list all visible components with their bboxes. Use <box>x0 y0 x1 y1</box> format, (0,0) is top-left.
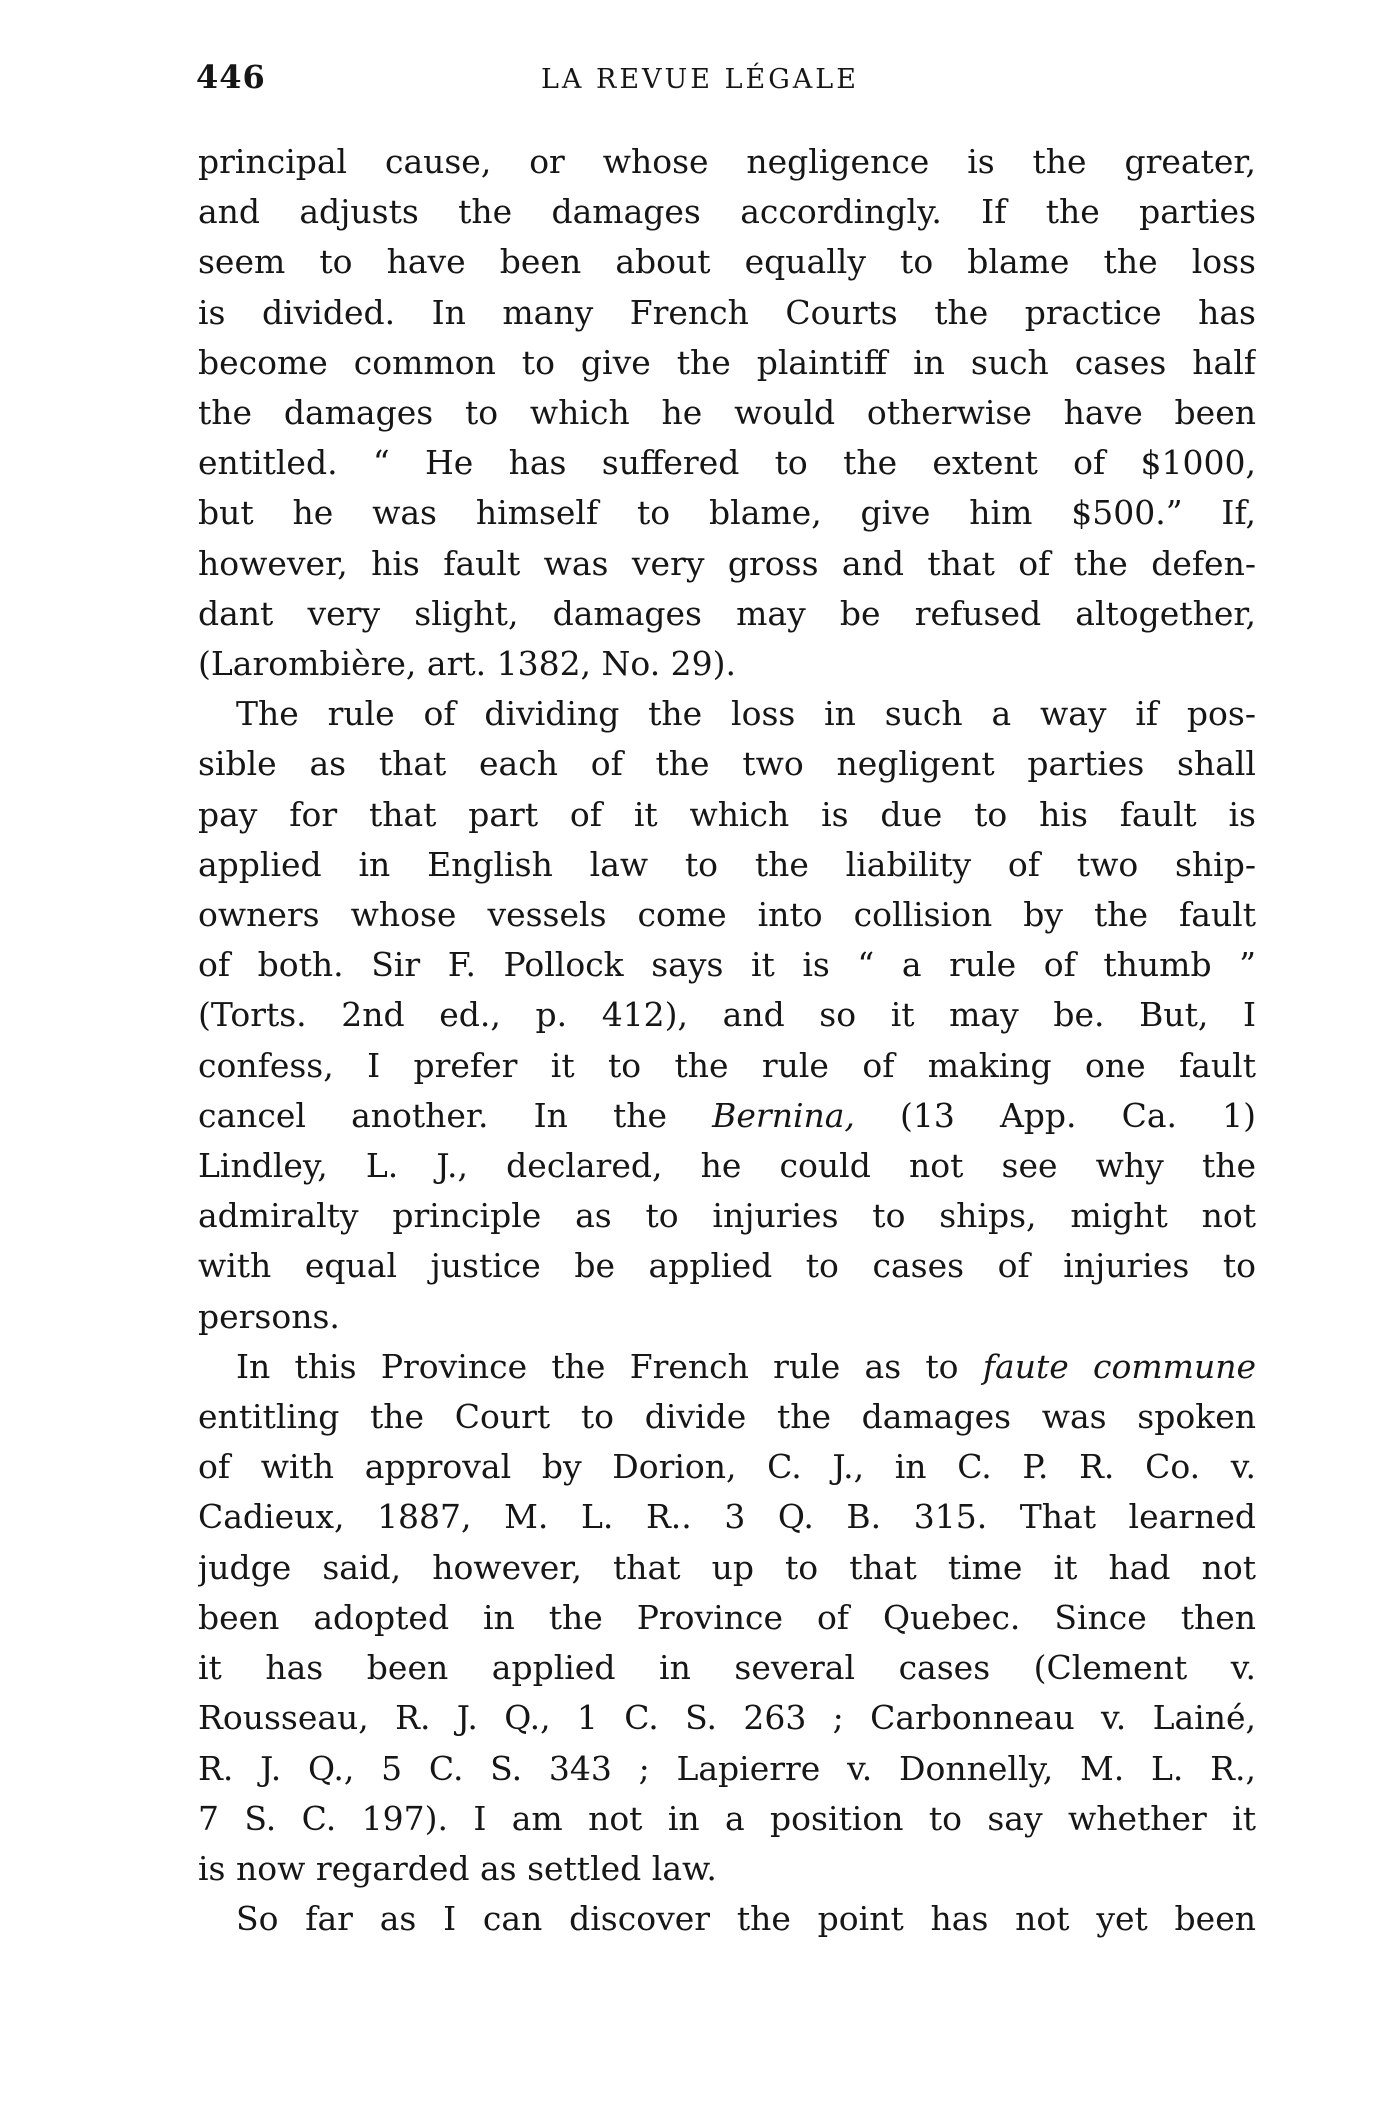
running-head <box>196 58 1258 108</box>
text-line: So far as I can discover the point has not yet been <box>236 1899 1256 1939</box>
text-line: confess, I prefer it to the rule of making one fault <box>198 1045 1256 1085</box>
body-text <box>198 137 1256 1944</box>
journal-title: LA REVUE LÉGALE <box>541 64 859 95</box>
text-line: persons. <box>198 1296 340 1336</box>
text-line: but he was himself to blame, give him $500.” If, <box>198 493 1256 533</box>
text-line: however, his fault was very gross and that of the defen- <box>198 543 1256 583</box>
text-line: Cadieux, 1887, M. L. R.. 3 Q. B. 315. That learned <box>198 1497 1256 1537</box>
text-fragment: In this Province the French rule as to <box>236 1346 983 1386</box>
text-line: and adjusts the damages accordingly. If the parties <box>198 192 1256 232</box>
paragraph-2 <box>198 689 1256 1342</box>
text-line: the damages to which he would otherwise have been <box>198 393 1256 433</box>
text-line: it has been applied in several cases (Clement v. <box>198 1648 1256 1688</box>
text-fragment: (13 App. Ca. 1) <box>854 1095 1256 1135</box>
text-line: is now regarded as settled law. <box>198 1848 717 1888</box>
text-line: admiralty principle as to injuries to ships, might not <box>198 1196 1256 1236</box>
text-line: The rule of dividing the loss in such a way if pos- <box>236 694 1256 734</box>
text-line: pay for that part of it which is due to his fault is <box>198 794 1256 834</box>
text-line: R. J. Q., 5 C. S. 343 ; Lapierre v. Donnelly, M. L. R., <box>198 1748 1256 1788</box>
text-line: applied in English law to the liability of two ship- <box>198 844 1256 884</box>
page-number: 446 <box>196 58 266 96</box>
text-line: become common to give the plaintiff in such cases half <box>198 342 1256 382</box>
text-line: (Larombière, art. 1382, No. 29). <box>198 644 737 684</box>
text-line: dant very slight, damages may be refused altogether, <box>198 593 1256 633</box>
text-line: owners whose vessels come into collision by the fault <box>198 895 1256 935</box>
text-line: seem to have been about equally to blame the loss <box>198 242 1256 282</box>
text-line: entitled. “ He has suffered to the extent of $1000, <box>198 443 1256 483</box>
text-line: 7 S. C. 197). I am not in a position to say whether it <box>198 1798 1256 1838</box>
text-fragment: cancel another. In the <box>198 1095 713 1135</box>
text-line-with-case-name <box>198 1091 1256 1141</box>
text-line: Lindley, L. J., declared, he could not see why the <box>198 1146 1256 1186</box>
text-line: of with approval by Dorion, C. J., in C. P. R. Co. v. <box>198 1447 1256 1487</box>
text-line: principal cause, or whose negligence is the greater, <box>198 142 1256 181</box>
text-line: entitling the Court to divide the damages was spoken <box>198 1397 1256 1437</box>
text-line: (Torts. 2nd ed., p. 412), and so it may be. But, I <box>198 995 1256 1035</box>
text-line: of both. Sir F. Pollock says it is “ a rule of thumb ” <box>198 945 1256 985</box>
text-line: Rousseau, R. J. Q., 1 C. S. 263 ; Carbonneau v. Lainé, <box>198 1698 1256 1738</box>
paragraph-1 <box>198 137 1256 689</box>
text-line: is divided. In many French Courts the practice has <box>198 292 1256 332</box>
french-term-italic: faute commune <box>982 1346 1256 1386</box>
text-line: sible as that each of the two negligent parties shall <box>198 744 1256 784</box>
paragraph-3 <box>198 1342 1256 1894</box>
paragraph-4 <box>198 1894 1256 1944</box>
text-line-with-term <box>198 1342 1256 1392</box>
text-line: judge said, however, that up to that time it had not <box>198 1547 1256 1587</box>
text-line: been adopted in the Province of Quebec. Since then <box>198 1597 1256 1637</box>
text-line: with equal justice be applied to cases of injuries to <box>198 1246 1256 1286</box>
case-name-italic: Bernina, <box>712 1095 855 1135</box>
